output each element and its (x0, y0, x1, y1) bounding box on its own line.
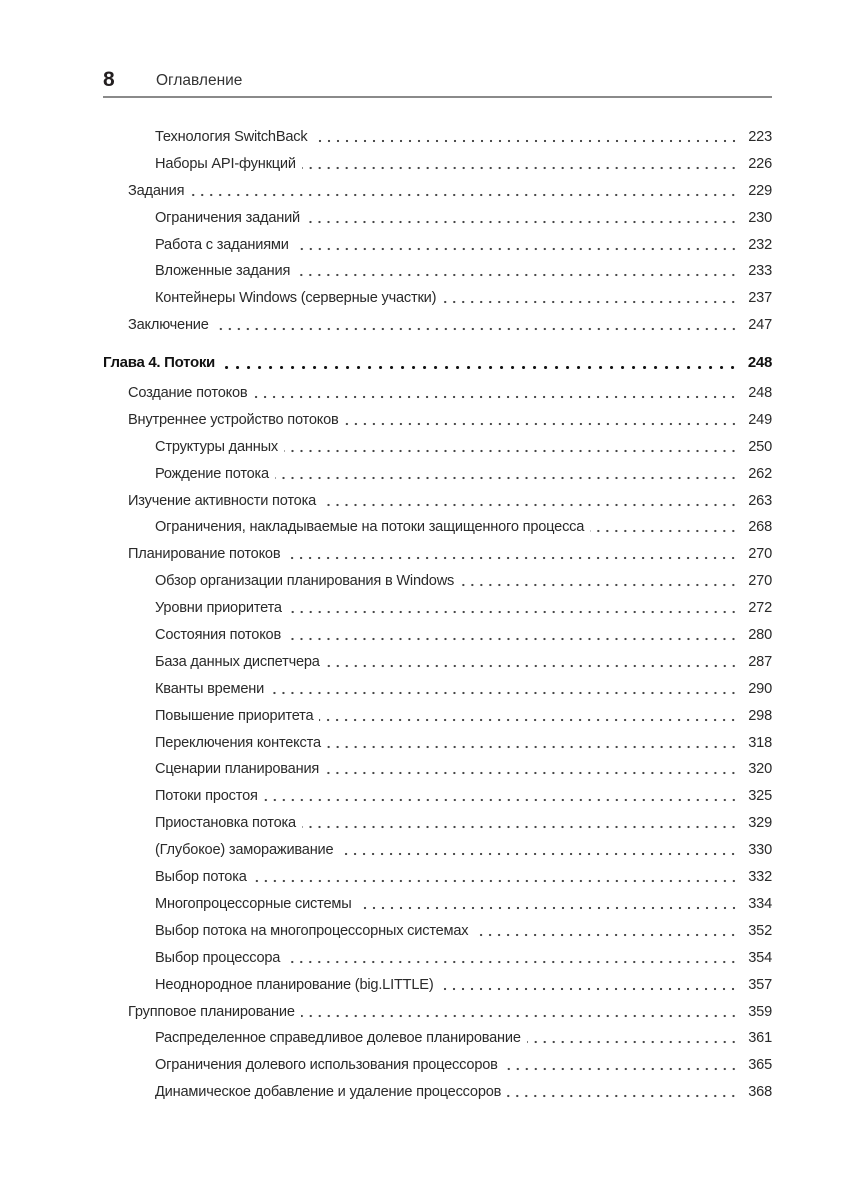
toc-entry-title: Переключения контекста (155, 734, 321, 751)
toc-entry-title: Сценарии планирования (155, 761, 320, 778)
dot-leader (253, 864, 738, 890)
toc-entry-page: 354 (748, 949, 772, 966)
toc-entry[interactable] (103, 730, 772, 757)
toc-entry-title: Выбор потока на многопроцессорных системах (155, 922, 469, 939)
toc-entry[interactable] (103, 837, 772, 864)
toc-entry[interactable] (103, 595, 772, 622)
running-header (103, 68, 772, 98)
toc-entry-title: Динамическое добавление и удаление процессоров (155, 1084, 502, 1101)
toc-entry[interactable] (103, 568, 772, 595)
toc-entry-page: 361 (748, 1030, 772, 1047)
toc-entry-title: Технология SwitchBack (155, 129, 308, 145)
toc-entry-title: Планирование потоков (128, 546, 281, 563)
toc-entry-page: 270 (748, 573, 772, 590)
toc-entry-page: 263 (748, 492, 772, 509)
toc-entry-title: Обзор организации планирования в Windows (155, 573, 455, 590)
toc-entry-title: База данных диспетчера (155, 653, 320, 670)
toc-entry[interactable] (103, 232, 772, 259)
toc-entry-title: Работа с заданиями (155, 236, 289, 253)
toc-entry-page: 250 (748, 438, 772, 455)
dot-leader (275, 461, 738, 487)
dot-leader (301, 999, 738, 1025)
dot-leader (302, 151, 738, 177)
toc-entry-title: Кванты времени (155, 680, 265, 697)
page-number: 8 (103, 68, 115, 91)
dot-leader (358, 891, 738, 917)
dot-leader (302, 810, 738, 836)
dot-leader (345, 407, 738, 433)
toc-entry-title: Неоднородное планирование (big.LITTLE) (155, 976, 434, 993)
dot-leader (190, 178, 738, 204)
toc-entry-page: 368 (748, 1084, 772, 1101)
toc-entry[interactable] (103, 622, 772, 649)
toc-entry[interactable] (103, 285, 772, 312)
toc-entry-title: Распределенное справедливое долевое планирование (155, 1030, 521, 1047)
dot-leader (322, 488, 738, 514)
toc-entry-page: 298 (748, 707, 772, 724)
toc-entry[interactable] (103, 461, 772, 488)
dot-leader (507, 1079, 738, 1105)
dot-leader (284, 434, 738, 460)
toc-entry-page: 249 (748, 411, 772, 428)
toc-entry[interactable] (103, 1079, 772, 1106)
dot-leader (460, 568, 738, 594)
toc-entry[interactable] (103, 488, 772, 515)
toc-entry-title: Задания (128, 182, 185, 199)
dot-leader (326, 649, 738, 675)
toc-entry-page: 320 (748, 761, 772, 778)
toc-entry-page: 359 (748, 1003, 772, 1020)
toc-entry-title: Контейнеры Windows (серверные участки) (155, 290, 437, 307)
dot-leader (253, 380, 738, 406)
toc-entry[interactable] (103, 756, 772, 783)
toc-entry-title: Уровни приоритета (155, 600, 282, 617)
dot-leader (264, 783, 738, 809)
dot-leader (590, 514, 738, 540)
toc-entry[interactable] (103, 205, 772, 232)
dot-leader (504, 1052, 738, 1078)
toc-entry-title: Потоки простоя (155, 788, 258, 805)
toc-entry[interactable] (103, 514, 772, 541)
toc-entry-page: 290 (748, 680, 772, 697)
toc-entry-title: Ограничения, накладываемые на потоки защищенного процесса (155, 519, 585, 536)
toc-entry-page: 272 (748, 600, 772, 617)
toc-entry-page: 247 (748, 317, 772, 334)
toc-entry-title: Выбор потока (155, 869, 247, 886)
dot-leader (270, 676, 738, 702)
toc-entry-page: 325 (748, 788, 772, 805)
dot-leader (339, 837, 738, 863)
toc-entry-page: 270 (748, 546, 772, 563)
dot-leader (288, 595, 738, 621)
toc-entry-title: Глава 4. Потоки (103, 354, 215, 372)
toc-entry[interactable] (103, 999, 772, 1026)
toc-entry-page: 365 (748, 1057, 772, 1074)
toc-entry[interactable] (103, 891, 772, 918)
toc-chapter-entry[interactable] (103, 350, 772, 377)
toc-entry-title: Групповое планирование (128, 1003, 295, 1020)
dot-leader (215, 312, 738, 338)
dot-leader (325, 756, 738, 782)
toc-entry-page: 280 (748, 627, 772, 644)
toc-entry-page: 226 (748, 155, 772, 172)
dot-leader (295, 232, 738, 258)
toc-entry-page: 229 (748, 182, 772, 199)
dot-leader (439, 972, 738, 998)
toc-entry[interactable] (103, 312, 772, 339)
dot-leader (286, 945, 738, 971)
toc-entry-title: Рождение потока (155, 465, 269, 482)
toc-entry-title: Структуры данных (155, 438, 278, 455)
toc-entry[interactable] (103, 1025, 772, 1052)
dot-leader (306, 205, 738, 231)
toc-entry-title: Ограничения заданий (155, 209, 301, 226)
toc-entry-title: (Глубокое) замораживание (155, 842, 334, 859)
toc-entry-title: Повышение приоритета (155, 707, 314, 724)
dot-leader (296, 258, 738, 284)
toc-entry-title: Состояния потоков (155, 627, 282, 644)
toc-entry-title: Многопроцессорные системы (155, 895, 352, 912)
toc-entry-page: 230 (748, 209, 772, 226)
toc-entry[interactable] (103, 541, 772, 568)
toc-entry[interactable] (103, 649, 772, 676)
toc-entry[interactable] (103, 703, 772, 730)
table-of-contents (103, 124, 772, 1106)
toc-entry-title: Внутреннее устройство потоков (128, 411, 339, 428)
toc-entry[interactable] (103, 945, 772, 972)
toc-entry[interactable] (103, 258, 772, 285)
toc-entry[interactable] (103, 151, 772, 178)
toc-entry-title: Изучение активности потока (128, 492, 316, 509)
toc-entry-page: 332 (748, 869, 772, 886)
toc-entry-page: 352 (748, 922, 772, 939)
toc-entry-title: Наборы API-функций (155, 155, 296, 172)
toc-entry-title: Вложенные задания (155, 263, 291, 280)
running-title: Оглавление (156, 72, 243, 89)
dot-leader (287, 622, 738, 648)
dot-leader (319, 703, 738, 729)
toc-entry-page: 237 (748, 290, 772, 307)
toc-entry[interactable] (103, 380, 772, 407)
dot-leader (327, 730, 738, 756)
toc-entry-page: 223 (748, 129, 772, 145)
toc-entry-title: Ограничения долевого использования процессоров (155, 1057, 498, 1074)
dot-leader (314, 124, 739, 150)
toc-entry[interactable] (103, 918, 772, 945)
toc-entry-page: 248 (747, 354, 772, 372)
toc-entry-title: Заключение (128, 317, 209, 334)
toc-entry[interactable] (103, 407, 772, 434)
dot-leader (442, 285, 738, 311)
toc-entry-page: 262 (748, 465, 772, 482)
toc-entry-page: 330 (748, 842, 772, 859)
toc-entry[interactable] (103, 783, 772, 810)
toc-entry-title: Приостановка потока (155, 815, 296, 832)
toc-entry-title: Создание потоков (128, 385, 248, 402)
toc-entry[interactable] (103, 810, 772, 837)
toc-entry-page: 232 (748, 236, 772, 253)
toc-entry-page: 334 (748, 895, 772, 912)
toc-entry[interactable] (103, 1052, 772, 1079)
toc-entry-page: 233 (748, 263, 772, 280)
toc-entry-page: 357 (748, 976, 772, 993)
toc-entry-page: 248 (748, 385, 772, 402)
dot-leader (474, 918, 738, 944)
toc-entry[interactable] (103, 434, 772, 461)
toc-entry[interactable] (103, 124, 772, 151)
toc-entry[interactable] (103, 864, 772, 891)
toc-entry[interactable] (103, 972, 772, 999)
toc-entry-page: 318 (748, 734, 772, 751)
toc-entry-page: 287 (748, 653, 772, 670)
dot-leader (527, 1025, 738, 1051)
toc-entry[interactable] (103, 178, 772, 205)
toc-entry-title: Выбор процессора (155, 949, 281, 966)
toc-entry-page: 268 (748, 519, 772, 536)
toc-entry[interactable] (103, 676, 772, 703)
dot-leader (286, 541, 738, 567)
toc-entry-page: 329 (748, 815, 772, 832)
dot-leader (221, 350, 738, 376)
